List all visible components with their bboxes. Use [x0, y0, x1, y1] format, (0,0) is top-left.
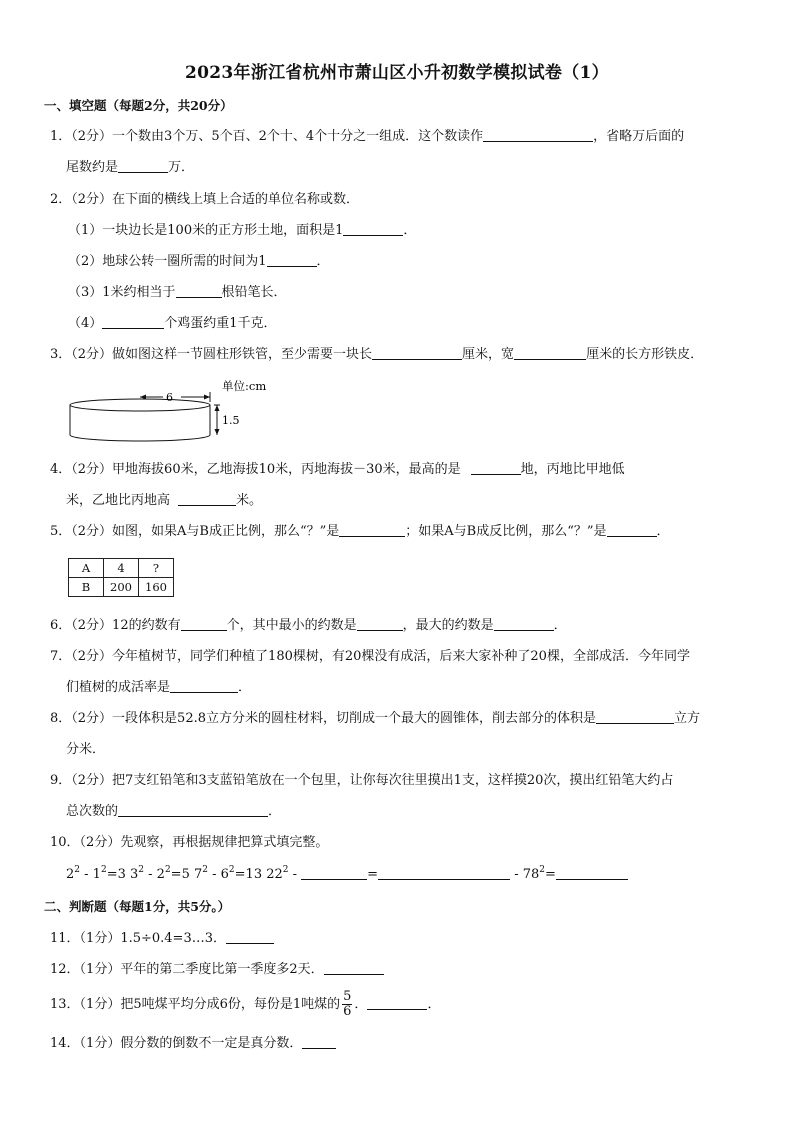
table-cell: A [69, 559, 104, 578]
page-title: 2023年浙江省杭州市萧山区小升初数学模拟试卷（1） [185, 63, 609, 83]
question-1-line-2: 尾数约是 万． [66, 160, 195, 175]
question-4-line-1: 4．（2分）甲地海拔60米，乙地海拔10米，丙地海拔－30米，最高的是 地，丙地比甲地低 [50, 462, 625, 477]
answer-blank[interactable] [267, 252, 317, 267]
answer-blank[interactable] [324, 960, 384, 975]
section-fill-in: 一、填空题（每题2分，共20分） [44, 98, 233, 113]
question-14: 14．（1分）假分数的倒数不一定是真分数． [50, 1034, 336, 1054]
answer-blank[interactable] [343, 221, 403, 236]
answer-blank[interactable] [556, 865, 628, 880]
question-1-line-1: 1．（2分）一个数由3个万、5个百、2个十、4个十分之一组成．这个数读作 ，省略万后面的 [50, 129, 685, 144]
unit-label: 单位:cm [222, 379, 267, 393]
question-2-sub-3: （3）1米约相当于 根铅笔长． [68, 285, 287, 300]
answer-blank[interactable] [607, 522, 657, 537]
question-2-sub-4: （4） 个鸡蛋约重1千克． [68, 316, 277, 331]
answer-blank[interactable] [302, 1034, 336, 1049]
answer-blank[interactable] [471, 460, 521, 475]
answer-blank[interactable] [378, 865, 510, 880]
answer-blank[interactable] [514, 345, 586, 360]
question-4-line-2: 米，乙地比丙地高 米。 [66, 493, 263, 508]
answer-blank[interactable] [176, 283, 222, 298]
table-cell: B [69, 578, 104, 597]
question-12: 12．（1分）平年的第二季度比第一季度多2天． [50, 960, 384, 980]
answer-blank[interactable] [301, 865, 367, 880]
answer-blank[interactable] [170, 678, 238, 693]
question-5: 5．（2分）如图，如果A与B成正比例，那么“？”是 ；如果A与B成反比例，那么“？”是 ． [50, 524, 670, 539]
table-cell: 200 [104, 578, 139, 597]
dimension-label-top: 6 [166, 391, 173, 404]
answer-blank[interactable] [102, 314, 164, 329]
answer-blank[interactable] [596, 709, 674, 724]
table-cell: ? [139, 559, 174, 578]
question-2-sub-1: （1）一块边长是100米的正方形土地，面积是1 ． [68, 223, 417, 238]
table-row [69, 578, 174, 597]
question-2-intro: 2．（2分）在下面的横线上填上合适的单位名称或数． [50, 192, 360, 207]
answer-blank[interactable] [483, 127, 593, 142]
fraction: $\frac{5}{6}$ [343, 989, 352, 1019]
question-11: 11．（1分）1.5÷0.4=3…3． [50, 929, 274, 949]
question-9-line-2: 总次数的 ． [66, 804, 282, 819]
question-6: 6．（2分）12的约数有 个，其中最小的约数是 ，最大的约数是 ． [50, 618, 567, 633]
question-10-intro: 10．（2分）先观察，再根据规律把算式填完整。 [50, 835, 329, 850]
answer-blank[interactable] [118, 802, 268, 817]
answer-blank[interactable] [494, 616, 554, 631]
answer-blank[interactable] [339, 522, 405, 537]
answer-blank[interactable] [178, 491, 236, 506]
answer-blank[interactable] [181, 616, 227, 631]
question-8-line-1: 8．（2分）一段体积是52.8立方分米的圆柱材料，切削成一个最大的圆锥体，削去部分的体积是 立方 [50, 711, 701, 726]
question-3: 3．（2分）做如图这样一节圆柱形铁管，至少需要一块长 厘米，宽 厘米的长方形铁皮． [50, 347, 704, 362]
question-13: 13．（1分）把5吨煤平均分成6份，每份是1吨煤的 $\frac{5}{6}$ ． ． [50, 989, 441, 1019]
table-cell: 160 [139, 578, 174, 597]
answer-blank[interactable] [226, 929, 274, 944]
table-row [69, 559, 174, 578]
answer-blank[interactable] [357, 616, 403, 631]
question-7-line-2: 们植树的成活率是 ． [66, 680, 252, 695]
question-8-line-2: 分米． [66, 742, 106, 757]
answer-blank[interactable] [367, 995, 427, 1010]
question-9-line-1: 9．（2分）把7支红铅笔和3支蓝铅笔放在一个包里，让你每次往里摸出1支，这样摸20次，摸出红铅笔大约占 [50, 773, 674, 788]
cylinder-pipe-figure [60, 378, 267, 450]
section-true-false: 二、判断题（每题1分，共5分。） [44, 899, 231, 914]
answer-blank[interactable] [118, 158, 168, 173]
table-cell: 4 [104, 559, 139, 578]
question-10-expression: $2^2 - 1^2=3$ $3^2 - 2^2=5$ $7^2 - 6^2=13$ $22^2$ - = - $78^2=$ [66, 865, 628, 885]
question-7-line-1: 7．（2分）今年植树节，同学们种植了180棵树，有20棵没有成活，后来大家补种了20棵，全部成活．今年同学 [50, 649, 690, 664]
answer-blank[interactable] [372, 345, 462, 360]
proportion-table [68, 558, 174, 597]
dimension-label-side: 1.5 [222, 414, 240, 427]
question-2-sub-2: （2）地球公转一圈所需的时间为1 ． [68, 254, 330, 269]
